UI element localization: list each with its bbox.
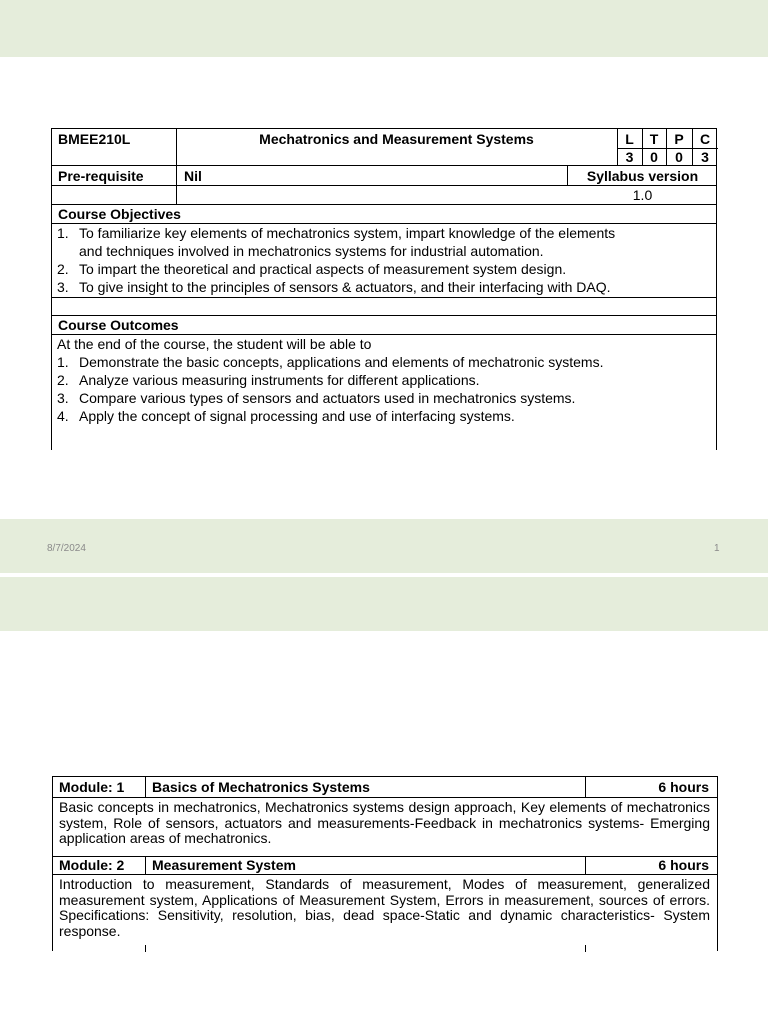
module-1-label: Module: 1 (59, 779, 125, 795)
objectives-list (57, 224, 615, 296)
slide2-header-band (0, 577, 768, 631)
module-2-hours: 6 hours (658, 857, 709, 873)
objective-item: 1. To familiarize key elements of mechatronics system, impart knowledge of the elements and techniques involved in mechatronics systems for industrial automation. (57, 225, 616, 259)
outcome-item: 4. Apply the concept of signal processing and use of interfacing systems. (57, 408, 515, 424)
ltpc-value-l: 3 (625, 149, 634, 165)
outcomes-list (57, 335, 603, 425)
course-title: Mechatronics and Measurement Systems (259, 131, 534, 147)
outcomes-intro: At the end of the course, the student will be able to (57, 336, 372, 352)
syllabus-version-value: 1.0 (632, 187, 653, 203)
module-2-title: Measurement System (152, 857, 296, 873)
slide-header-band (0, 0, 768, 57)
objective-item: 3. To give insight to the principles of sensors & actuators, and their interfacing with DAQ. (57, 279, 611, 295)
module-1-description: Basic concepts in mechatronics, Mechatronics systems design approach, Key elements of mechatronics system, Role of sensors, actuators and measurements-Feedback in mechatronics systems- Emerging application areas of mechatronics. (59, 799, 710, 846)
outcome-item: 2. Analyze various measuring instruments for different applications. (57, 372, 480, 388)
prerequisite-label: Pre-requisite (58, 168, 144, 184)
ltpc-value-t: 0 (650, 149, 658, 165)
outcome-item: 1. Demonstrate the basic concepts, applications and elements of mechatronic systems. (57, 354, 604, 370)
objective-item: 2. To impart the theoretical and practical aspects of measurement system design. (57, 261, 567, 277)
ltpc-header-t: T (649, 131, 659, 147)
footer-page-number: 1 (714, 543, 720, 554)
objectives-heading: Course Objectives (58, 206, 181, 222)
module-1-hours: 6 hours (658, 779, 709, 795)
outcomes-heading: Course Outcomes (58, 317, 179, 333)
ltpc-header-p: P (674, 131, 684, 147)
course-info-table (51, 128, 717, 450)
module-2-description: Introduction to measurement, Standards of measurement, Modes of measurement, generalized measurement system, Applications of Measurement System, Errors in measurement, sources of errors. Specifications: Sensitivity, resolution, bias, dead space-Static and dynamic characteristics- System response. (59, 876, 710, 939)
ltpc-header-l: L (625, 131, 634, 147)
prerequisite-value: Nil (184, 168, 202, 184)
ltpc-value-c: 3 (701, 149, 709, 165)
ltpc-value-p: 0 (675, 149, 683, 165)
ltpc-header-c: C (699, 131, 711, 147)
outcome-item: 3. Compare various types of sensors and actuators used in mechatronics systems. (57, 390, 576, 406)
course-code: BMEE210L (58, 131, 131, 147)
footer-date: 8/7/2024 (47, 543, 86, 554)
module-2-label: Module: 2 (59, 857, 125, 873)
modules-table (52, 776, 718, 951)
slide-footer-band (0, 519, 768, 573)
syllabus-version-label: Syllabus version (586, 168, 699, 184)
module-1-title: Basics of Mechatronics Systems (152, 779, 370, 795)
